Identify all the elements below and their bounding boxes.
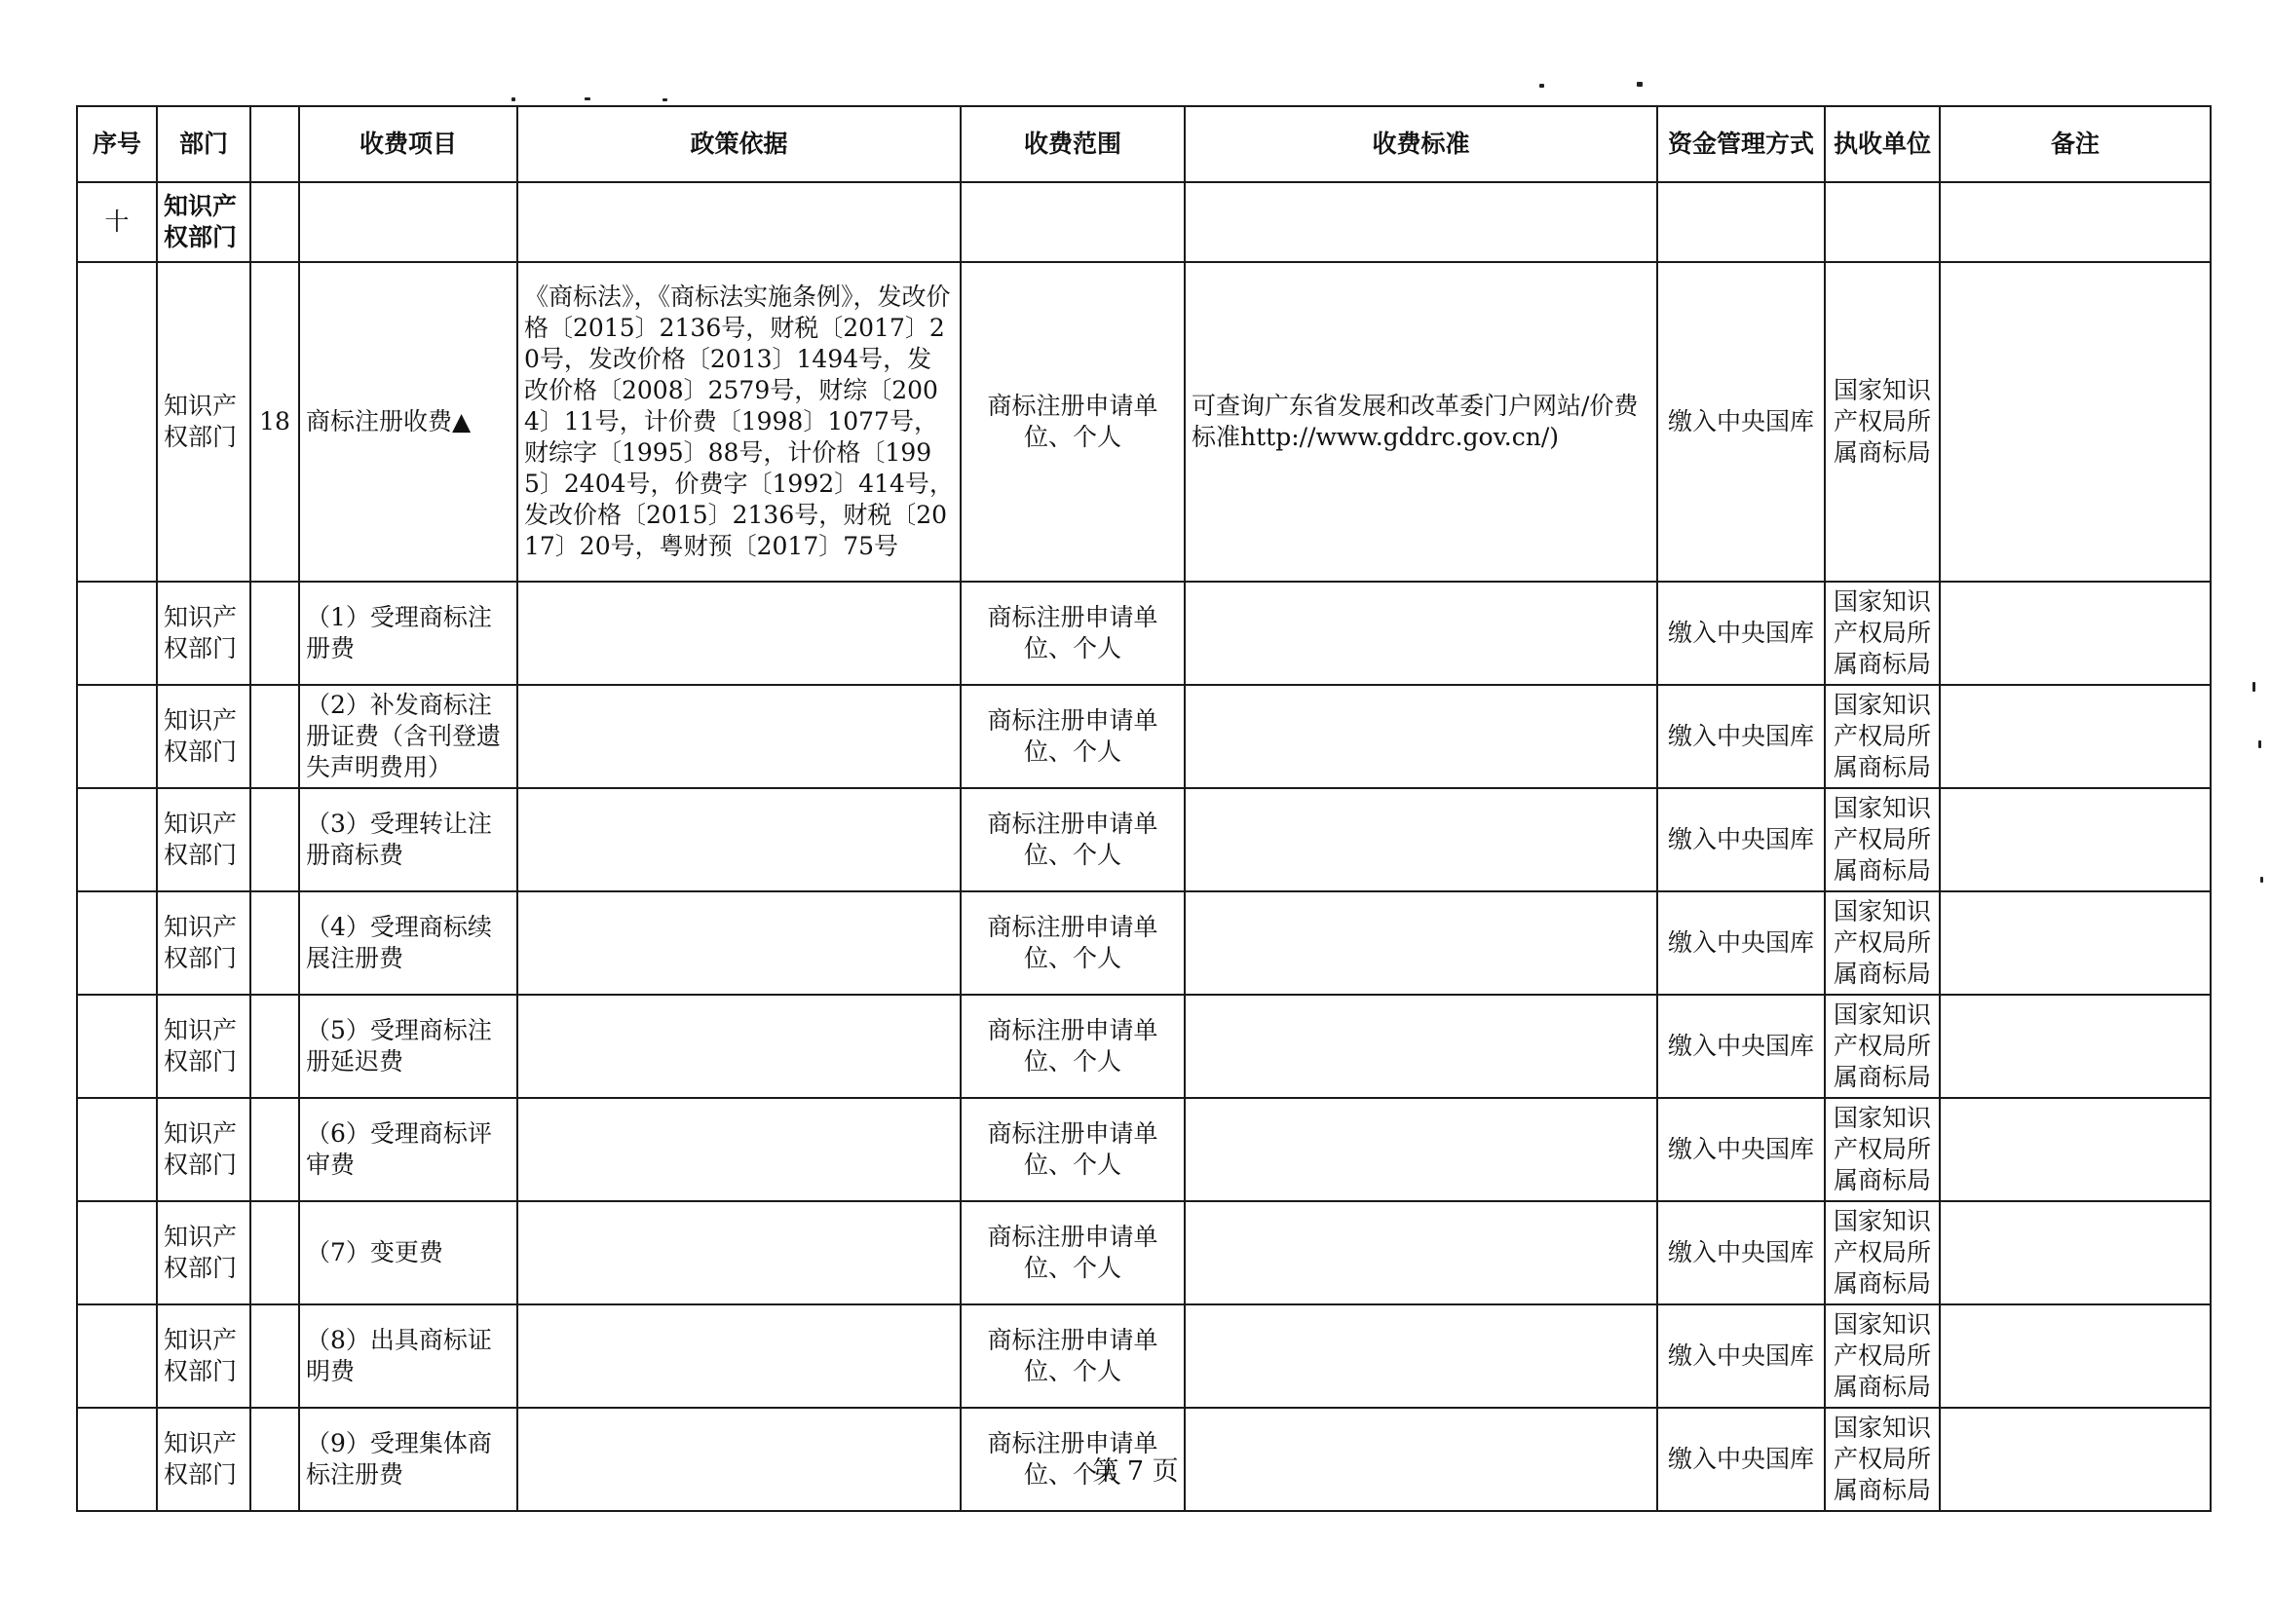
empty-cell [250, 582, 299, 685]
table-row [77, 685, 2211, 788]
row-unit: 国家知识产权局所属商标局 [1825, 788, 1940, 891]
empty-cell [250, 685, 299, 788]
empty-cell [961, 182, 1185, 262]
row-scope: 商标注册申请单位、个人 [961, 582, 1185, 685]
row-standard [1185, 582, 1657, 685]
empty-cell [77, 788, 157, 891]
row-item: 商标注册收费▲ [299, 262, 517, 582]
row-dept: 知识产权部门 [157, 1408, 250, 1511]
scan-speck [1637, 82, 1643, 87]
row-dept: 知识产权部门 [157, 685, 250, 788]
row-dept: 知识产权部门 [157, 891, 250, 995]
row-item: （3）受理转让注册商标费 [299, 788, 517, 891]
row-fund: 缴入中央国库 [1657, 582, 1825, 685]
row-scope: 商标注册申请单位、个人 [961, 1201, 1185, 1304]
row-unit: 国家知识产权局所属商标局 [1825, 1098, 1940, 1201]
empty-cell [250, 1201, 299, 1304]
row-standard [1185, 995, 1657, 1098]
row-standard: 可查询广东省发展和改革委门户网站/价费标准http://www.gddrc.gov.cn/) [1185, 262, 1657, 582]
table-row [77, 1304, 2211, 1408]
row-item: （2）补发商标注册证费（含刊登遗失声明费用） [299, 685, 517, 788]
empty-cell [250, 995, 299, 1098]
row-scope: 商标注册申请单位、个人 [961, 685, 1185, 788]
row-item: （9）受理集体商标注册费 [299, 1408, 517, 1511]
row-standard [1185, 891, 1657, 995]
empty-cell [517, 182, 961, 262]
row-fund: 缴入中央国库 [1657, 1304, 1825, 1408]
row-scope: 商标注册申请单位、个人 [961, 1408, 1185, 1511]
sub-row-group [77, 582, 2211, 1511]
row-item: （5）受理商标注册延迟费 [299, 995, 517, 1098]
row-num: 18 [250, 262, 299, 582]
header-fund: 资金管理方式 [1657, 106, 1825, 182]
table-row [77, 262, 2211, 582]
row-unit: 国家知识产权局所属商标局 [1825, 1304, 1940, 1408]
scan-speck [1539, 84, 1544, 88]
row-fund: 缴入中央国库 [1657, 1201, 1825, 1304]
row-dept: 知识产权部门 [157, 1201, 250, 1304]
row-remark [1940, 685, 2211, 788]
empty-cell [250, 788, 299, 891]
empty-cell [250, 1304, 299, 1408]
row-remark [1940, 1098, 2211, 1201]
empty-cell [77, 1098, 157, 1201]
fee-table [76, 105, 2212, 1512]
row-unit: 国家知识产权局所属商标局 [1825, 582, 1940, 685]
empty-cell [1185, 182, 1657, 262]
row-unit: 国家知识产权局所属商标局 [1825, 995, 1940, 1098]
row-fund: 缴入中央国库 [1657, 995, 1825, 1098]
row-policy [517, 891, 961, 995]
row-remark [1940, 262, 2211, 582]
scan-speck [585, 97, 590, 100]
row-standard [1185, 788, 1657, 891]
row-policy: 《商标法》，《商标法实施条例》，发改价格〔2015〕2136号，财税〔2017〕20号，发改价格〔2013〕1494号，发改价格〔2008〕2579号，财综〔2004〕11号，计价费〔1998〕1077号，财综字〔1995〕88号，计价格〔1995〕2404号，价费字〔1992〕414号，发改价格〔2015〕2136号，财税〔2017〕20号，粤财预〔2017〕75号 [517, 262, 961, 582]
header-policy: 政策依据 [517, 106, 961, 182]
header-dept: 部门 [157, 106, 250, 182]
row-remark [1940, 1201, 2211, 1304]
row-fund: 缴入中央国库 [1657, 685, 1825, 788]
row-fund: 缴入中央国库 [1657, 1098, 1825, 1201]
row-policy [517, 1098, 961, 1201]
row-unit: 国家知识产权局所属商标局 [1825, 1408, 1940, 1511]
row-remark [1940, 788, 2211, 891]
row-item: （6）受理商标评审费 [299, 1098, 517, 1201]
section-row [77, 182, 2211, 262]
empty-cell [250, 891, 299, 995]
empty-cell [77, 1201, 157, 1304]
header-item: 收费项目 [299, 106, 517, 182]
row-scope: 商标注册申请单位、个人 [961, 1304, 1185, 1408]
section-dept: 知识产权部门 [157, 182, 250, 262]
header-remark: 备注 [1940, 106, 2211, 182]
row-standard [1185, 685, 1657, 788]
row-dept: 知识产权部门 [157, 1098, 250, 1201]
row-unit: 国家知识产权局所属商标局 [1825, 1201, 1940, 1304]
row-dept: 知识产权部门 [157, 262, 250, 582]
header-seq: 序号 [77, 106, 157, 182]
header-standard: 收费标准 [1185, 106, 1657, 182]
table-row [77, 995, 2211, 1098]
row-fund: 缴入中央国库 [1657, 891, 1825, 995]
row-unit: 国家知识产权局所属商标局 [1825, 262, 1940, 582]
empty-cell [1940, 182, 2211, 262]
empty-cell [77, 1304, 157, 1408]
row-remark [1940, 995, 2211, 1098]
row-dept: 知识产权部门 [157, 995, 250, 1098]
empty-cell [250, 182, 299, 262]
table-row [77, 788, 2211, 891]
empty-cell [299, 182, 517, 262]
row-item: （4）受理商标续展注册费 [299, 891, 517, 995]
row-standard [1185, 1098, 1657, 1201]
empty-cell [250, 1098, 299, 1201]
row-standard [1185, 1304, 1657, 1408]
row-fund: 缴入中央国库 [1657, 788, 1825, 891]
row-standard [1185, 1201, 1657, 1304]
page-number: 第 7 页 [1092, 1456, 1179, 1487]
row-scope: 商标注册申请单位、个人 [961, 262, 1185, 582]
table-row [77, 1098, 2211, 1201]
row-policy [517, 995, 961, 1098]
scan-speck [2252, 682, 2255, 692]
row-policy [517, 685, 961, 788]
empty-cell [1657, 182, 1825, 262]
table-row [77, 891, 2211, 995]
row-remark [1940, 891, 2211, 995]
row-policy [517, 1304, 961, 1408]
scan-speck [662, 98, 667, 101]
section-seq: 十 [77, 182, 157, 262]
row-remark [1940, 1304, 2211, 1408]
empty-cell [77, 262, 157, 582]
empty-cell [77, 582, 157, 685]
header-num-blank [250, 106, 299, 182]
row-scope: 商标注册申请单位、个人 [961, 891, 1185, 995]
empty-cell [77, 891, 157, 995]
row-scope: 商标注册申请单位、个人 [961, 1098, 1185, 1201]
row-remark [1940, 582, 2211, 685]
row-unit: 国家知识产权局所属商标局 [1825, 891, 1940, 995]
row-scope: 商标注册申请单位、个人 [961, 995, 1185, 1098]
row-fund: 缴入中央国库 [1657, 1408, 1825, 1511]
row-fund: 缴入中央国库 [1657, 262, 1825, 582]
row-item: （8）出具商标证明费 [299, 1304, 517, 1408]
table-row [77, 1201, 2211, 1304]
header-scope: 收费范围 [961, 106, 1185, 182]
row-unit: 国家知识产权局所属商标局 [1825, 685, 1940, 788]
scan-speck [511, 97, 515, 101]
row-scope: 商标注册申请单位、个人 [961, 788, 1185, 891]
row-dept: 知识产权部门 [157, 788, 250, 891]
empty-cell [77, 685, 157, 788]
empty-cell [77, 995, 157, 1098]
row-item: （7）变更费 [299, 1201, 517, 1304]
scan-speck [2258, 740, 2261, 748]
empty-cell [1825, 182, 1940, 262]
row-item: （1）受理商标注册费 [299, 582, 517, 685]
scan-speck [2260, 877, 2263, 883]
row-policy [517, 582, 961, 685]
table-row [77, 582, 2211, 685]
row-policy [517, 788, 961, 891]
row-dept: 知识产权部门 [157, 1304, 250, 1408]
header-unit: 执收单位 [1825, 106, 1940, 182]
row-dept: 知识产权部门 [157, 582, 250, 685]
row-policy [517, 1201, 961, 1304]
table-header-row [77, 106, 2211, 182]
